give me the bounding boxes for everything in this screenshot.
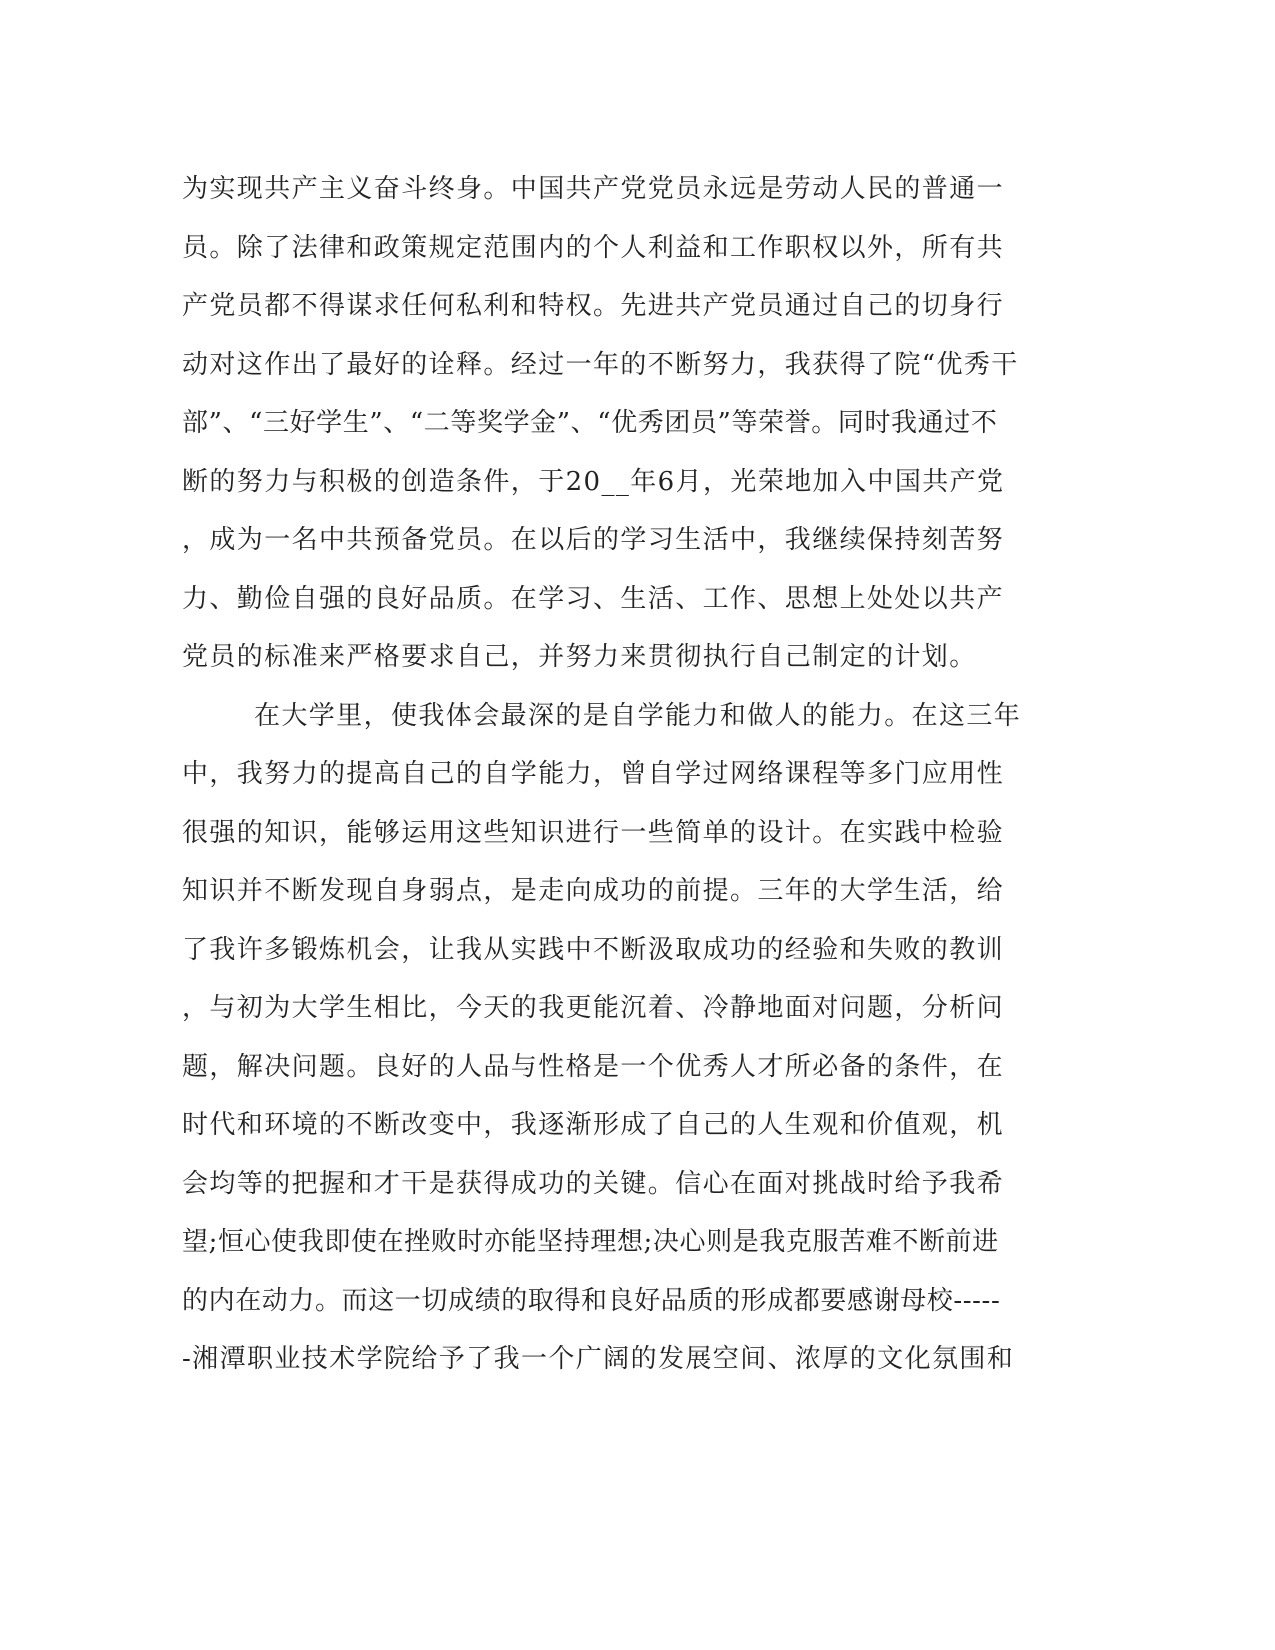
text-line: 很强的知识，能够运用这些知识进行一些简单的设计。在实践中检验	[182, 817, 1005, 848]
text-line: 时代和环境的不断改变中，我逐渐形成了自己的人生观和价值观，机	[182, 1110, 1005, 1140]
text-line: 了我许多锻炼机会，让我从实践中不断汲取成功的经验和失败的教训	[182, 934, 1005, 965]
body-text	[182, 160, 1042, 1389]
text-line: 党员的标准来严格要求自己，并努力来贯彻执行自己制定的计划。	[182, 642, 977, 672]
text-line: 的内在动力。而这一切成绩的取得和良好品质的形成都要感谢母校-----	[182, 1285, 1001, 1316]
text-line: 员。除了法律和政策规定范围内的个人利益和工作职权以外，所有共	[182, 232, 1005, 263]
text-line: 会均等的把握和才干是获得成功的关键。信心在面对挑战时给予我希	[182, 1168, 1005, 1199]
text-line: 动对这作出了最好的诠释。经过一年的不断努力，我获得了院“优秀干	[182, 349, 1019, 380]
text-line: 中，我努力的提高自己的自学能力，曾自学过网络课程等多门应用性	[182, 759, 1005, 789]
text-line: 知识并不断发现自身弱点，是走向成功的前提。三年的大学生活，给	[182, 876, 1005, 906]
text-line: 望;恒心使我即使在挫败时亦能坚持理想;决心则是我克服苦难不断前进	[182, 1227, 999, 1257]
text-line: -湘潭职业技术学院给予了我一个广阔的发展空间、浓厚的文化氛围和	[182, 1344, 1015, 1374]
paragraph-first-line: 在大学里，使我体会最深的是自学能力和做人的能力。在这三年	[254, 700, 1022, 731]
text-line: 产党员都不得谋求任何私利和特权。先进共产党员通过自己的切身行	[182, 291, 1005, 321]
text-line: 为实现共产主义奋斗终身。中国共产党党员永远是劳动人民的普通一	[182, 174, 1005, 204]
text-line: 部”、“三好学生”、“二等奖学金”、“优秀团员”等荣誉。同时我通过不	[182, 408, 998, 438]
text-line: 断的努力与积极的创造条件，于20__年6月，光荣地加入中国共产党	[182, 466, 1005, 497]
text-line: ，与初为大学生相比，今天的我更能沉着、冷静地面对问题，分析问	[182, 993, 1005, 1023]
text-line: 题，解决问题。良好的人品与性格是一个优秀人才所必备的条件，在	[182, 1051, 1005, 1082]
text-line: 力、勤俭自强的良好品质。在学习、生活、工作、思想上处处以共产	[182, 583, 1005, 614]
text-line: ，成为一名中共预备党员。在以后的学习生活中，我继续保持刻苦努	[182, 525, 1005, 555]
